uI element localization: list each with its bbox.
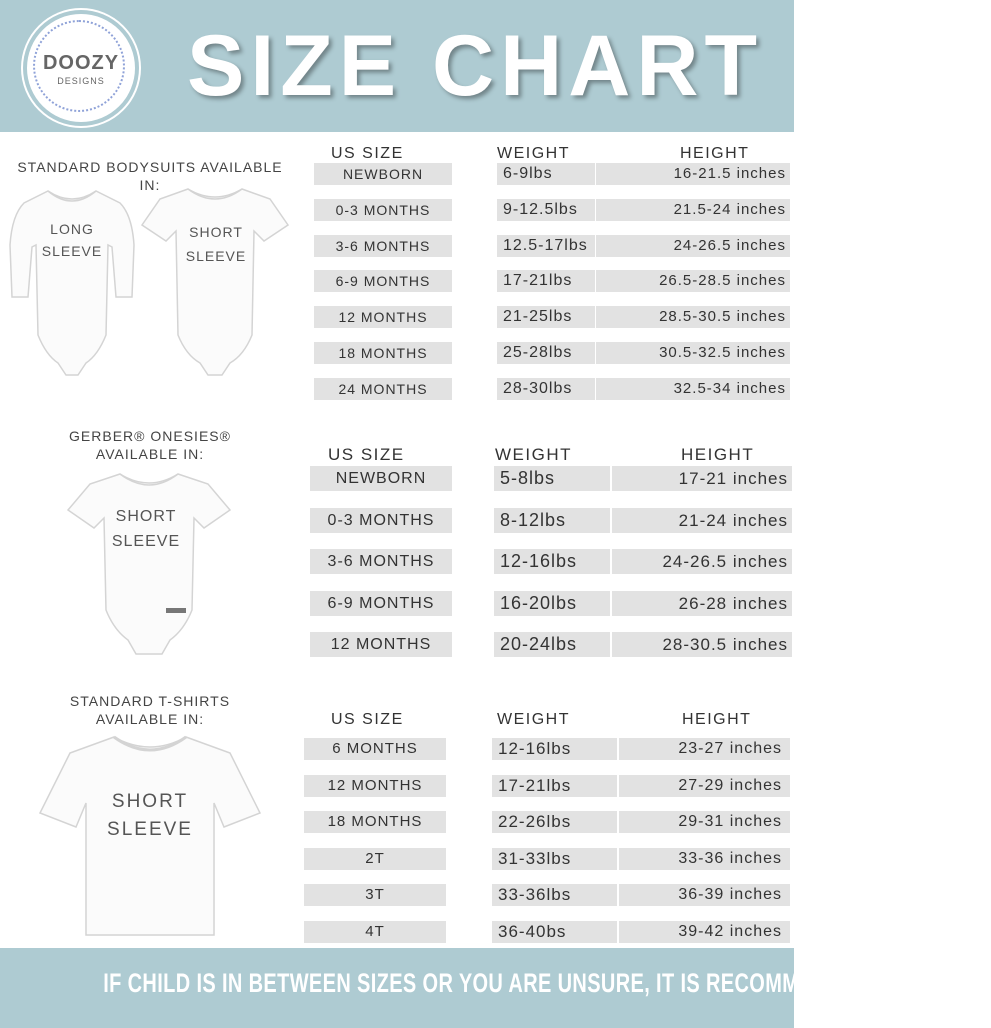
weight-cell xyxy=(494,466,610,491)
garment-label-line: SHORT xyxy=(111,791,189,812)
height-text: 33-36 inches xyxy=(678,850,782,867)
section-label-line: GERBER® ONESIES® xyxy=(69,428,231,444)
col-header-height: HEIGHT xyxy=(680,145,750,162)
size-text: 3T xyxy=(365,886,385,903)
short-sleeve-label xyxy=(180,220,252,268)
size-cell xyxy=(310,466,452,491)
weight-text: 12-16lbs xyxy=(498,739,572,758)
height-cell xyxy=(619,811,790,833)
size-text: 4T xyxy=(365,923,385,940)
col-header-weight: WEIGHT xyxy=(495,445,572,464)
section-label-line: STANDARD T-SHIRTS xyxy=(69,693,231,709)
size-text: 6-9 MONTHS xyxy=(327,595,435,612)
weight-text: 12.5-17lbs xyxy=(503,237,588,254)
section-label-line: AVAILABLE IN: xyxy=(95,446,205,462)
col-header-height: HEIGHT xyxy=(682,711,752,728)
weight-text: 5-8lbs xyxy=(500,468,556,488)
weight-text: 17-21lbs xyxy=(498,776,572,795)
garment-label-line: LONG xyxy=(50,221,94,237)
size-text: 2T xyxy=(365,850,385,867)
weight-text: 31-33lbs xyxy=(498,849,572,868)
size-text: 18 MONTHS xyxy=(327,813,423,830)
size-text: 0-3 MONTHS xyxy=(335,202,431,218)
section-label-tshirts xyxy=(40,692,260,728)
weight-text: 28-30lbs xyxy=(503,380,573,397)
footer-note: IF CHILD IS IN BETWEEN SIZES OR YOU ARE UNSURE, IT IS RECOMMENDED TO SIZE UP xyxy=(103,968,991,998)
size-text: 12 MONTHS xyxy=(327,777,423,794)
height-cell xyxy=(619,848,790,870)
height-text: 21-24 inches xyxy=(678,511,788,530)
size-text: 6 MONTHS xyxy=(332,740,418,757)
size-cell xyxy=(314,306,452,328)
weight-cell xyxy=(494,508,610,533)
section-label-line: AVAILABLE IN: xyxy=(95,711,205,727)
height-cell xyxy=(612,549,792,574)
height-cell xyxy=(612,632,792,657)
height-text: 28-30.5 inches xyxy=(662,635,788,654)
height-cell xyxy=(596,163,790,185)
height-text: 32.5-34 inches xyxy=(673,380,786,397)
col-header-us-size: US SIZE xyxy=(331,711,404,728)
size-cell xyxy=(310,508,452,533)
weight-cell xyxy=(492,848,617,870)
weight-cell xyxy=(492,811,617,833)
garment-label-line: SLEEVE xyxy=(107,819,193,840)
size-text: 0-3 MONTHS xyxy=(327,512,435,529)
weight-text: 17-21lbs xyxy=(503,272,573,289)
weight-text: 16-20lbs xyxy=(500,593,578,613)
logo-brand-sub: DESIGNS xyxy=(57,76,105,86)
weight-text: 21-25lbs xyxy=(503,308,573,325)
weight-cell xyxy=(497,378,595,400)
onesie-image xyxy=(66,470,232,660)
long-sleeve-bodysuit-image xyxy=(8,185,136,381)
height-text: 21.5-24 inches xyxy=(673,201,786,218)
weight-cell xyxy=(492,738,617,760)
size-cell xyxy=(304,775,446,797)
weight-text: 12-16lbs xyxy=(500,551,578,571)
height-text: 26.5-28.5 inches xyxy=(659,272,786,289)
weight-cell xyxy=(494,549,610,574)
size-text: 6-9 MONTHS xyxy=(335,273,431,289)
col-header-weight: WEIGHT xyxy=(497,145,570,162)
onesie-label xyxy=(104,504,188,554)
col-header-us-size: US SIZE xyxy=(328,445,405,464)
weight-cell xyxy=(497,235,595,257)
weight-text: 8-12lbs xyxy=(500,510,567,530)
height-text: 28.5-30.5 inches xyxy=(659,308,786,325)
size-cell xyxy=(304,884,446,906)
size-text: 12 MONTHS xyxy=(330,636,432,653)
long-sleeve-label xyxy=(40,218,104,262)
weight-text: 9-12.5lbs xyxy=(503,201,578,218)
height-text: 27-29 inches xyxy=(678,777,782,794)
section-label-onesies xyxy=(40,427,260,463)
col-header-height: HEIGHT xyxy=(681,445,755,464)
height-text: 29-31 inches xyxy=(678,813,782,830)
size-cell xyxy=(314,270,452,292)
height-text: 24-26.5 inches xyxy=(662,552,788,571)
size-text: 3-6 MONTHS xyxy=(335,238,431,254)
weight-cell xyxy=(497,270,595,292)
size-text: 12 MONTHS xyxy=(338,309,428,325)
height-cell xyxy=(612,466,792,491)
height-cell xyxy=(619,921,790,943)
height-cell xyxy=(596,199,790,221)
weight-cell xyxy=(492,921,617,943)
height-cell xyxy=(619,884,790,906)
weight-cell xyxy=(494,632,610,657)
size-cell xyxy=(304,738,446,760)
height-cell xyxy=(619,775,790,797)
garment-label-line: SLEEVE xyxy=(111,533,181,550)
weight-cell xyxy=(497,199,595,221)
weight-text: 20-24lbs xyxy=(500,634,578,654)
height-cell xyxy=(596,235,790,257)
size-text: 3-6 MONTHS xyxy=(327,553,435,570)
size-cell xyxy=(314,235,452,257)
weight-cell xyxy=(497,163,595,185)
col-header-us-size: US SIZE xyxy=(331,145,404,162)
height-cell xyxy=(596,378,790,400)
size-cell xyxy=(314,163,452,185)
garment-label-line: SLEEVE xyxy=(185,248,247,264)
size-cell xyxy=(314,378,452,400)
short-sleeve-bodysuit-image xyxy=(140,185,290,380)
brand-logo xyxy=(27,14,135,122)
height-text: 23-27 inches xyxy=(678,740,782,757)
size-cell xyxy=(310,549,452,574)
size-cell xyxy=(310,591,452,616)
height-text: 36-39 inches xyxy=(678,886,782,903)
size-text: 24 MONTHS xyxy=(338,381,428,397)
weight-cell xyxy=(497,342,595,364)
garment-label-line: SHORT xyxy=(189,224,243,240)
height-text: 17-21 inches xyxy=(678,469,788,488)
weight-cell xyxy=(497,306,595,328)
size-text: NEWBORN xyxy=(335,470,427,487)
height-text: 16-21.5 inches xyxy=(673,165,786,182)
garment-label-line: SLEEVE xyxy=(41,243,103,259)
height-text: 30.5-32.5 inches xyxy=(659,344,786,361)
size-text: 18 MONTHS xyxy=(338,345,428,361)
size-cell xyxy=(314,199,452,221)
height-cell xyxy=(612,508,792,533)
size-cell xyxy=(310,632,452,657)
size-cell xyxy=(304,921,446,943)
logo-brand-name: DOOZY xyxy=(42,52,120,74)
size-text: NEWBORN xyxy=(342,166,424,182)
height-text: 39-42 inches xyxy=(678,923,782,940)
height-cell xyxy=(596,270,790,292)
garment-label-line: SHORT xyxy=(115,508,177,525)
weight-cell xyxy=(492,775,617,797)
section-label-line: STANDARD BODYSUITS AVAILABLE IN: xyxy=(17,159,283,193)
height-text: 24-26.5 inches xyxy=(673,237,786,254)
col-header-weight: WEIGHT xyxy=(497,711,570,728)
size-cell xyxy=(304,811,446,833)
weight-text: 22-26lbs xyxy=(498,812,572,831)
weight-text: 25-28lbs xyxy=(503,344,573,361)
size-cell xyxy=(304,848,446,870)
weight-text: 33-36lbs xyxy=(498,885,572,904)
weight-text: 36-40bs xyxy=(498,922,567,941)
weight-text: 6-9lbs xyxy=(503,165,553,182)
height-cell xyxy=(596,342,790,364)
size-cell xyxy=(314,342,452,364)
height-text: 26-28 inches xyxy=(678,594,788,613)
weight-cell xyxy=(492,884,617,906)
page-title: SIZE CHART xyxy=(187,18,763,114)
weight-cell xyxy=(494,591,610,616)
height-cell xyxy=(596,306,790,328)
height-cell xyxy=(612,591,792,616)
height-cell xyxy=(619,738,790,760)
tshirt-label xyxy=(96,788,204,844)
